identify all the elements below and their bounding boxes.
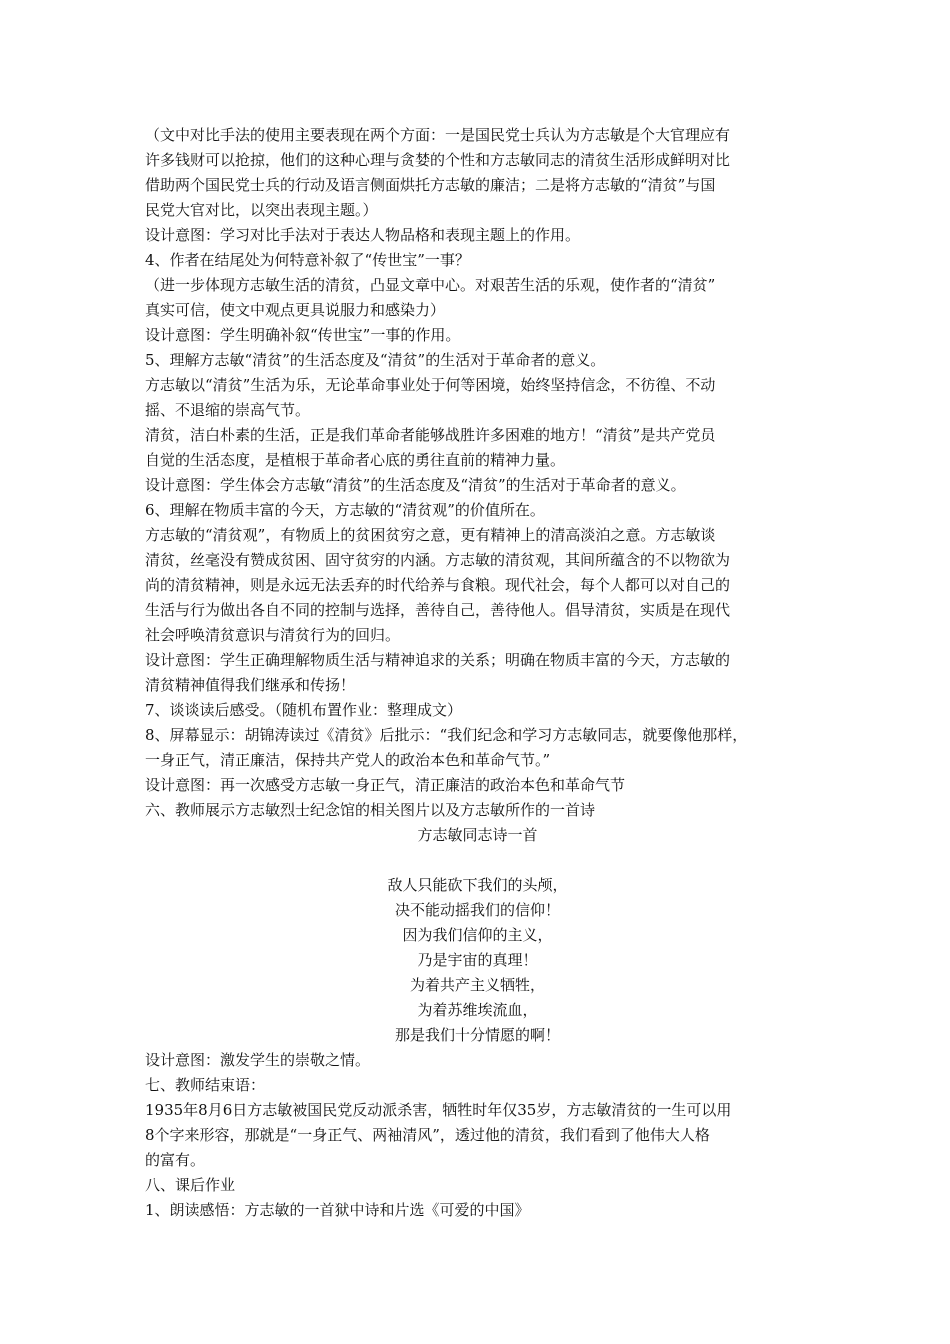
paragraph-line: 摇、不退缩的崇高气节。 bbox=[145, 401, 311, 419]
paragraph-line: 方志敏的“清贫观”，有物质上的贫困贫穷之意，更有精神上的清高淡泊之意。方志敏谈 bbox=[145, 526, 716, 544]
paragraph-line: 民党大官对比，以突出表现主题。） bbox=[145, 201, 378, 219]
paragraph-line: （进一步体现方志敏生活的清贫，凸显文章中心。对艰苦生活的乐观，使作者的“清贫” bbox=[145, 276, 716, 294]
paragraph-line: 8个字来形容，那就是“一身正气、两袖清风”，透过他的清贫，我们看到了他伟大人格 bbox=[145, 1126, 710, 1144]
design-intent-line: 设计意图：学习对比手法对于表达人物品格和表现主题上的作用。 bbox=[145, 226, 581, 244]
poem-line: 那是我们十分情愿的啊！ bbox=[394, 1026, 560, 1044]
design-intent-line: 清贫精神值得我们继承和传扬！ bbox=[145, 676, 356, 694]
design-intent-line: 设计意图：学生体会方志敏“清贫”的生活态度及“清贫”的生活对于革命者的意义。 bbox=[145, 476, 686, 494]
section-heading: 八、课后作业 bbox=[145, 1176, 236, 1194]
poem-line: 决不能动摇我们的信仰！ bbox=[394, 901, 560, 919]
design-intent-line: 设计意图：激发学生的崇敬之情。 bbox=[145, 1051, 371, 1069]
paragraph-line: 自觉的生活态度，是植根于革命者心底的勇往直前的精神力量。 bbox=[145, 451, 566, 469]
poem-line: 因为我们信仰的主义， bbox=[402, 926, 553, 944]
section-heading: 六、教师展示方志敏烈士纪念馆的相关图片以及方志敏所作的一首诗 bbox=[145, 801, 596, 819]
poem-line: 为着共产主义牺牲， bbox=[409, 976, 545, 994]
text-block-top bbox=[145, 123, 810, 823]
section-heading: 七、教师结束语： bbox=[145, 1076, 266, 1094]
question-line: 6、理解在物质丰富的今天，方志敏的“清贫观”的价值所在。 bbox=[145, 501, 545, 519]
design-intent-line: 设计意图：再一次感受方志敏一身正气，清正廉洁的政治本色和革命气节 bbox=[145, 776, 626, 794]
question-line: 5、理解方志敏“清贫”的生活态度及“清贫”的生活对于革命者的意义。 bbox=[145, 351, 606, 369]
paragraph-line: （文中对比手法的使用主要表现在两个方面：一是国民党士兵认为方志敏是个大官理应有 bbox=[145, 126, 731, 144]
paragraph-line: 社会呼唤清贫意识与清贫行为的回归。 bbox=[145, 626, 401, 644]
paragraph-line: 的富有。 bbox=[145, 1151, 206, 1169]
paragraph-line: 真实可信，使文中观点更具说服力和感染力） bbox=[145, 301, 446, 319]
poem-line: 为着苏维埃流血， bbox=[417, 1001, 538, 1019]
design-intent-line: 设计意图：学生正确理解物质生活与精神追求的关系；明确在物质丰富的今天，方志敏的 bbox=[145, 651, 731, 669]
paragraph-line: 生活与行为做出各自不同的控制与选择，善待自己，善待他人。倡导清贫，实质是在现代 bbox=[145, 601, 731, 619]
poem-title: 方志敏同志诗一首 bbox=[417, 826, 538, 844]
blank-line bbox=[145, 848, 810, 873]
poem-line: 乃是宇宙的真理！ bbox=[417, 951, 538, 969]
poem-block bbox=[145, 823, 810, 1048]
paragraph-line: 清贫，洁白朴素的生活，正是我们革命者能够战胜许多困难的地方！“清贫”是共产党员 bbox=[145, 426, 716, 444]
paragraph-line: 方志敏以“清贫”生活为乐，无论革命事业处于何等困境，始终坚持信念，不彷徨、不动 bbox=[145, 376, 716, 394]
paragraph-line: 清贫，丝毫没有赞成贫困、固守贫穷的内涵。方志敏的清贫观，其间所蕴含的不以物欲为 bbox=[145, 551, 731, 569]
paragraph-line: 1、朗读感悟：方志敏的一首狱中诗和片选《可爱的中国》 bbox=[145, 1201, 530, 1219]
document-body bbox=[145, 123, 810, 1223]
paragraph-line: 1935年8月6日方志敏被国民党反动派杀害，牺牲时年仅35岁，方志敏清贫的一生可以用 bbox=[145, 1101, 732, 1119]
text-block-bottom bbox=[145, 1048, 810, 1223]
paragraph-line: 许多钱财可以抢掠，他们的这种心理与贪婪的个性和方志敏同志的清贫生活形成鲜明对比 bbox=[145, 151, 731, 169]
paragraph-line: 一身正气，清正廉洁，保持共产党人的政治本色和革命气节。” bbox=[145, 751, 551, 769]
poem-line: 敌人只能砍下我们的头颅， bbox=[387, 876, 568, 894]
design-intent-line: 设计意图：学生明确补叙“传世宝”一事的作用。 bbox=[145, 326, 461, 344]
question-line: 4、作者在结尾处为何特意补叙了“传世宝”一事？ bbox=[145, 251, 470, 269]
question-line: 8、屏幕显示：胡锦涛读过《清贫》后批示：“我们纪念和学习方志敏同志，就要像他那样， bbox=[145, 726, 748, 744]
paragraph-line: 尚的清贫精神，则是永远无法丢弃的时代给养与食粮。现代社会，每个人都可以对自己的 bbox=[145, 576, 731, 594]
question-line: 7、谈谈读后感受。（随机布置作业：整理成文） bbox=[145, 701, 463, 719]
paragraph-line: 借助两个国民党士兵的行动及语言侧面烘托方志敏的廉洁；二是将方志敏的“清贫”与国 bbox=[145, 176, 716, 194]
